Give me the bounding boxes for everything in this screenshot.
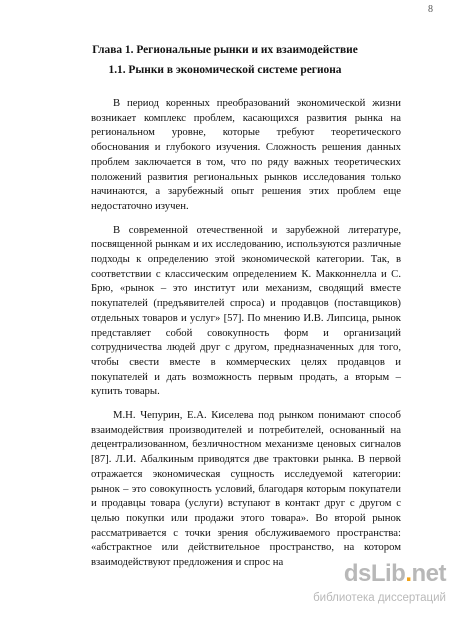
watermark-logo: dsLib.net (343, 560, 446, 587)
watermark-caption: библиотека диссертаций (313, 592, 446, 604)
paragraph-1: В период коренных преобразований экономической жизни возникает комплекс проблем, касающихся развития рынка на региональном уровне, которые требуют теоретического обоснования и глубокого изучения. Сложность решения данных проблем заключается в том, что по ряду важных теоретических положений развития региональных рынков исследования только начинаются, а зарубежный опыт решения этих проблем еще недостаточно изучен. (91, 97, 401, 212)
paragraph-3: М.Н. Чепурин, Е.А. Киселева под рынком понимают способ взаимодействия производителей и потребителей, основанный на децентрализованном, безличностном механизме ценовых сигналов [87]. Л.И. Абалкиным приводятся две трактовки рынка. В первой отражается экономическая сущность исследуемой категории: рынок – это совокупность условий, благодаря которым покупатели и продавцы товара (услуги) вступают в контакт друг с другом с целью покупки или продажи этого товара». Во второй рынок рассматривается с точки зрения обслуживаемого пространства: «абстрактное или действительное пространство, на котором взаимодействуют предложения и спрос на (91, 409, 401, 569)
chapter-heading: Глава 1. Региональные рынки и их взаимодействие (92, 44, 358, 56)
section-heading: 1.1. Рынки в экономической системе региона (108, 64, 342, 76)
document-body (91, 96, 401, 575)
page-number: 8 (428, 4, 433, 15)
watermark (298, 560, 448, 616)
paragraph-2: В современной отечественной и зарубежной литературе, посвященной рынкам и их исследованию, используются различные подходы к определению этой экономической категории. Так, в соответствии с классическим определением К. Макконнелла и С. Брю, «рынок – это институт или механизм, сводящий вместе покупателей (предъявителей спроса) и продавцов (поставщиков) отдельных товаров и услуг» [57]. По мнению И.В. Липсица, рынок представляет собой совокупность форм и организаций сотрудничества людей друг с другом, предназначенных для того, чтобы свести вместе в коммерческих целях продавцов и покупателей и дать возможность первым продать, а вторым – купить товары. (91, 223, 401, 398)
